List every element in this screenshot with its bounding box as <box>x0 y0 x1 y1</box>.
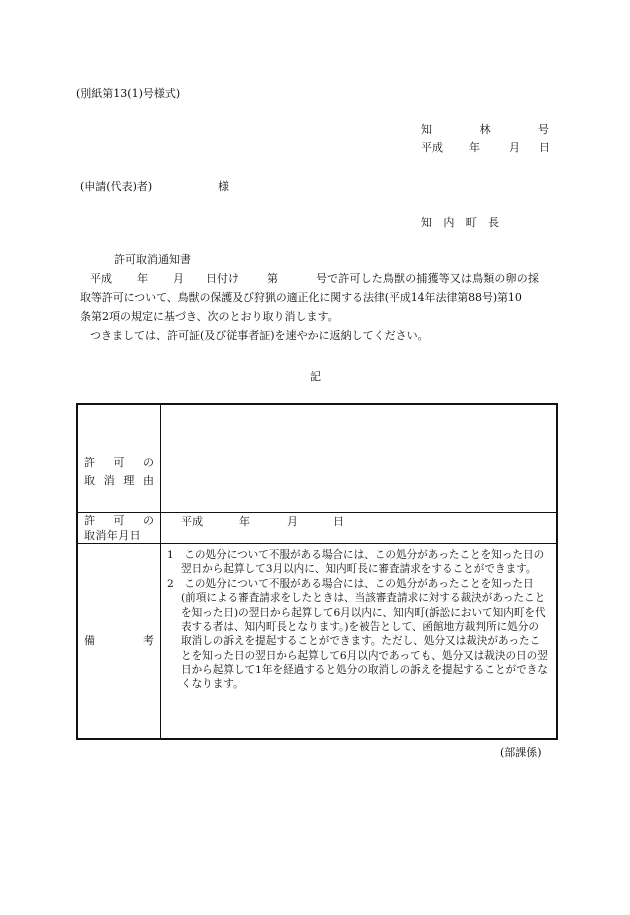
date-era: 平成 <box>421 141 443 154</box>
reason-label <box>77 404 161 512</box>
date-value-year: 年 <box>239 514 250 528</box>
date-month: 月 <box>509 141 520 154</box>
label-char: の <box>143 456 154 470</box>
label-char: 由 <box>142 474 154 488</box>
label-char: 考 <box>143 633 154 647</box>
body-line-4: つきましては、許可証(及び従事者証)を速やかに返納してください。 <box>90 329 429 342</box>
body-line-1 <box>80 272 556 286</box>
doc-number-char: 知 <box>421 123 432 136</box>
remarks-item-1: 1 この処分について不服がある場合には、この処分があったことを知った日の翌日から起算して3月以内に、知内町長に審査請求をすることができます。 <box>167 548 545 575</box>
issuer-char: 長 <box>487 216 499 229</box>
remarks-row <box>77 543 557 739</box>
body-year: 年 <box>137 272 148 285</box>
body-day: 日付け <box>206 272 239 285</box>
remarks-value <box>161 543 558 739</box>
doc-number-char: 号 <box>538 123 549 136</box>
body-line-2: 取等許可について、鳥獣の保護及び狩猟の適正化に関する法律(平成14年法律第88号)第10 <box>80 291 522 304</box>
date-value-day: 日 <box>333 514 344 528</box>
label-char: 備 <box>84 633 95 647</box>
body-number-prefix: 第 <box>267 272 278 285</box>
issuer-char: 町 <box>465 216 477 229</box>
document-number <box>421 123 549 137</box>
date-day: 日 <box>539 141 550 154</box>
date-row <box>77 512 557 543</box>
date-value-era: 平成 <box>181 514 203 528</box>
reason-value[interactable] <box>161 404 558 512</box>
issuer-char: 知 <box>421 216 432 229</box>
revocation-table <box>76 403 558 740</box>
issuer-char: 内 <box>443 216 455 229</box>
date-label-line-2: 取消年月日 <box>84 528 141 542</box>
body-line-1-rest: 号で許可した鳥獣の捕獲等又は鳥類の卵の採 <box>316 272 539 285</box>
label-char: 消 <box>103 474 115 488</box>
date-year: 年 <box>469 141 480 154</box>
doc-number-char: 林 <box>479 123 491 136</box>
label-char: 許 <box>84 513 95 527</box>
addressee-honorific: 様 <box>218 180 229 193</box>
date-label <box>77 512 161 543</box>
label-char: 可 <box>113 456 125 470</box>
label-char: 取 <box>84 474 95 488</box>
footer-department: (部課係) <box>500 746 542 759</box>
issuer <box>421 216 499 230</box>
label-char: 許 <box>84 456 95 470</box>
date-value-month: 月 <box>287 514 298 528</box>
ki-heading: 記 <box>310 370 321 383</box>
remarks-label <box>77 543 161 739</box>
remarks-item-2: 2 この処分について不服がある場合には、この処分があったことを知った日(前項による審査請求をしたときは、当該審査請求に対する裁決があったことを知った日)の翌日から起算して6月以内に、知内町(訴訟において知内町を代表する者は、知内町長となります。)を被告として、函館地方裁判所に処分の取消しの訴えを提起することができます。ただし、処分又は裁決があったことを知った日の翌日から起算して6月以内であっても、処分又は裁決の日の翌日から起算して1年を経過すると処分の取消しの訴えを提起することができなくなります。 <box>167 578 548 691</box>
label-char: の <box>143 513 154 527</box>
body-era: 平成 <box>90 272 112 285</box>
reason-row <box>77 404 557 512</box>
addressee-label: (申請(代表)者) <box>80 180 153 193</box>
label-char: 理 <box>123 474 135 488</box>
document-title: 許可取消通知書 <box>114 253 191 266</box>
date-value[interactable] <box>161 512 558 543</box>
form-id: (別紙第13(1)号様式) <box>76 87 181 100</box>
body-month: 月 <box>173 272 184 285</box>
body-line-3: 条第2項の規定に基づき、次のとおり取り消します。 <box>80 310 339 323</box>
issue-date <box>421 141 549 155</box>
label-char: 可 <box>113 513 125 527</box>
